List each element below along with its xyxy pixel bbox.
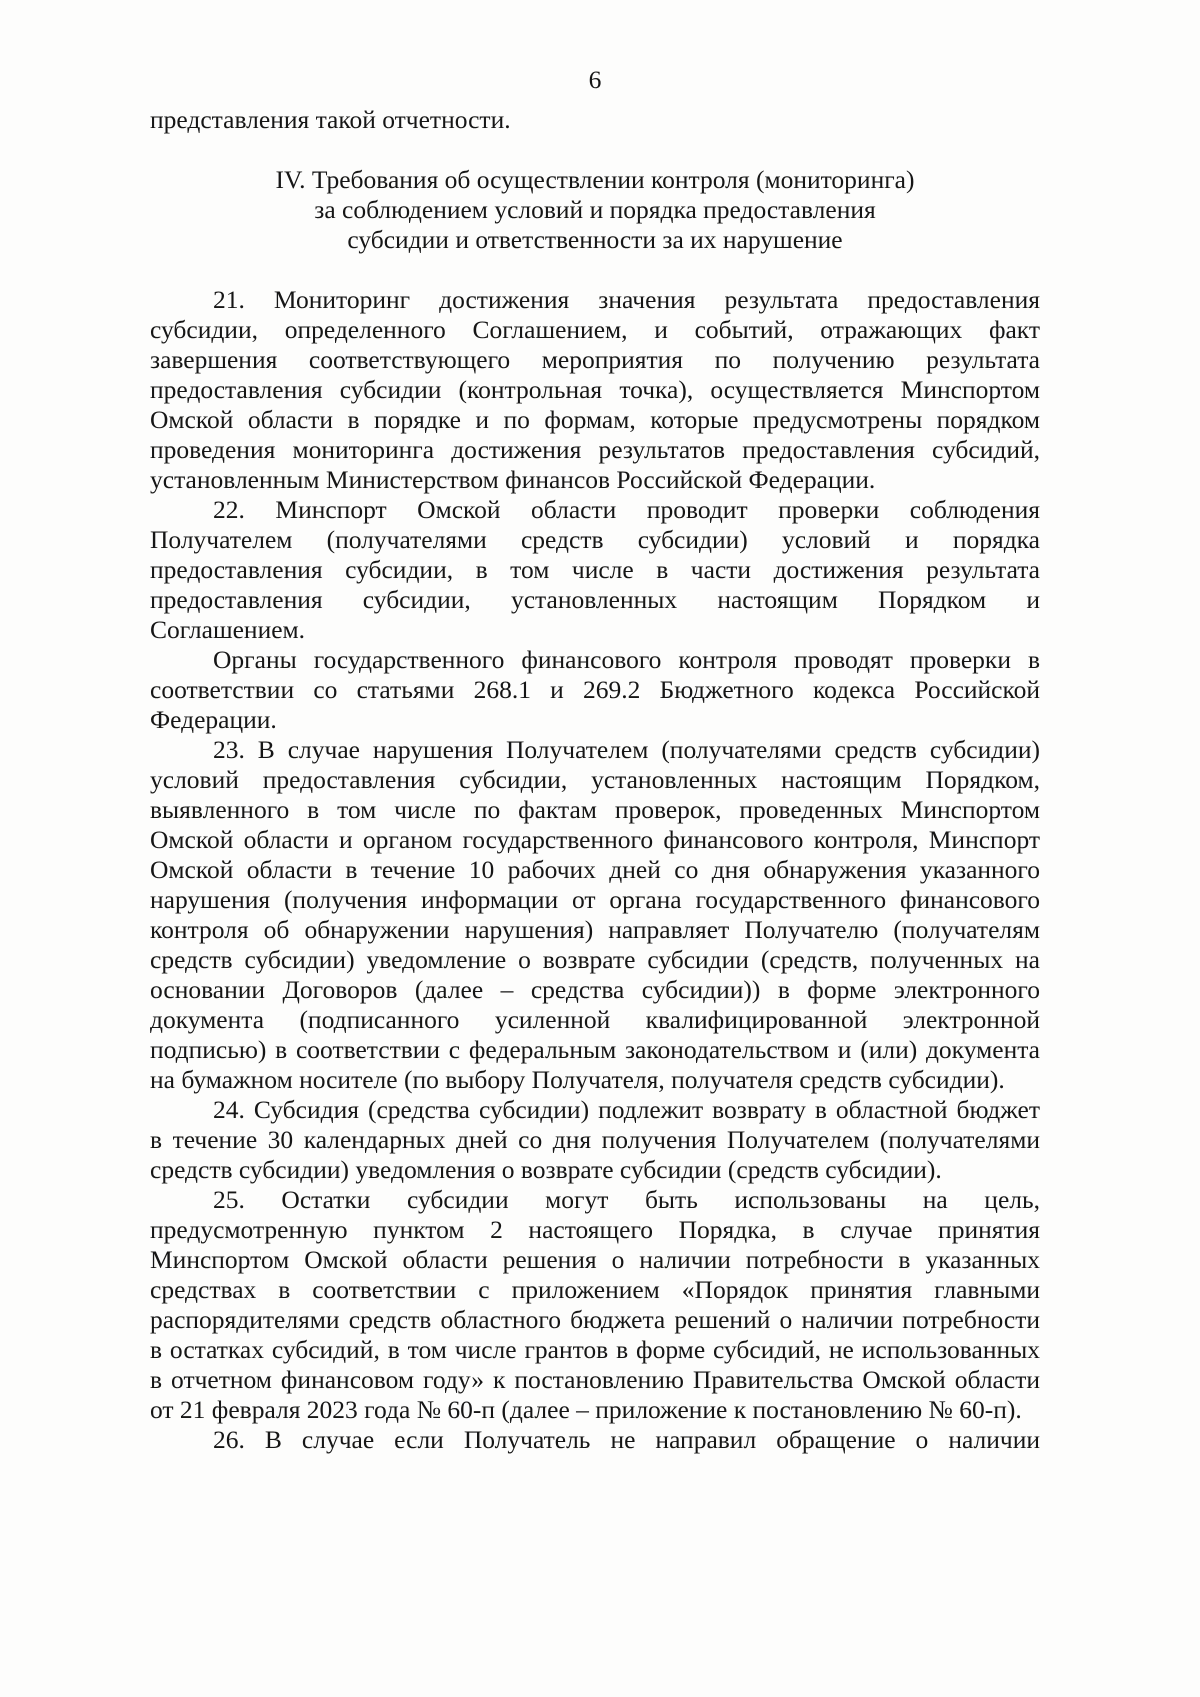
paragraph-22-financial-control [150, 645, 1040, 735]
paragraph-line: предусмотренную пунктом 2 настоящего Порядка, в случае принятия [150, 1215, 1040, 1244]
page-content [150, 105, 1040, 1455]
paragraph-line: предоставления субсидии (контрольная точка), осуществляется Минспортом [150, 375, 1040, 404]
paragraph-23 [150, 735, 1040, 1095]
paragraph-line: установленным Министерством финансов Российской Федерации. [150, 465, 876, 494]
paragraph-line: 21. Мониторинг достижения значения результата предоставления [213, 285, 1040, 314]
paragraph-line: основании Договоров (далее – средства субсидии)) в форме электронного [150, 975, 1040, 1004]
page-number: 6 [588, 65, 602, 94]
paragraph-26 [150, 1425, 1040, 1455]
paragraph-line: 24. Субсидия (средства субсидии) подлежит возврату в областной бюджет [213, 1095, 1040, 1124]
paragraph-line: завершения соответствующего мероприятия по получению результата [150, 345, 1040, 374]
paragraph-line: 26. В случае если Получатель не направил обращение о наличии [213, 1425, 1040, 1454]
paragraph-line: средств субсидии) уведомления о возврате субсидии (средств субсидии). [150, 1155, 942, 1184]
paragraph-line: Получателем (получателями средств субсидии) условий и порядка [150, 525, 1040, 554]
paragraph-line: подписью) в соответствии с федеральным законодательством и (или) документа [150, 1035, 1040, 1064]
blank-line [150, 135, 1040, 165]
paragraph-line: нарушения (получения информации от органа государственного финансового [150, 885, 1040, 914]
paragraph-21 [150, 285, 1040, 495]
section-heading-line: IV. Требования об осуществлении контроля (мониторинга) [275, 165, 915, 194]
paragraph-line: от 21 февраля 2023 года № 60-п (далее – приложение к постановлению № 60-п). [150, 1395, 1022, 1424]
paragraph-line: представления такой отчетности. [150, 105, 511, 134]
paragraph-line: 25. Остатки субсидии могут быть использованы на цель, [213, 1185, 1040, 1214]
section-heading [150, 165, 1040, 255]
paragraph-line: в отчетном финансовом году» к постановлению Правительства Омской области [150, 1365, 1040, 1394]
paragraph-line: контроля об обнаружении нарушения) направляет Получателю (получателям [150, 915, 1040, 944]
paragraph-line: субсидии, определенного Соглашением, и событий, отражающих факт [150, 315, 1040, 344]
paragraph-line: Минспортом Омской области решения о наличии потребности в указанных [150, 1245, 1040, 1274]
paragraph-line: Федерации. [150, 705, 277, 734]
section-heading-line: за соблюдением условий и порядка предоставления [314, 195, 876, 224]
paragraph-line: средствах в соответствии с приложением «Порядок принятия главными [150, 1275, 1040, 1304]
paragraph-line: соответствии со статьями 268.1 и 269.2 Бюджетного кодекса Российской [150, 675, 1040, 704]
paragraph-25 [150, 1185, 1040, 1425]
paragraph-line: Органы государственного финансового контроля проводят проверки в [213, 645, 1040, 674]
paragraph-line: 22. Минспорт Омской области проводит проверки соблюдения [213, 495, 1040, 524]
paragraph-line: в течение 30 календарных дней со дня получения Получателем (получателями [150, 1125, 1040, 1154]
paragraph-line: средств субсидии) уведомление о возврате субсидии (средств, полученных на [150, 945, 1040, 974]
paragraph-line: в остатках субсидий, в том числе грантов в форме субсидий, не использованных [150, 1335, 1040, 1364]
paragraph-line: Соглашением. [150, 615, 306, 644]
paragraph-line: 23. В случае нарушения Получателем (получателями средств субсидии) [213, 735, 1040, 764]
paragraph-line: документа (подписанного усиленной квалифицированной электронной [150, 1005, 1040, 1034]
paragraph-line: Омской области в течение 10 рабочих дней со дня обнаружения указанного [150, 855, 1040, 884]
blank-line [150, 255, 1040, 285]
paragraph-24 [150, 1095, 1040, 1185]
paragraph-22 [150, 495, 1040, 645]
paragraph-line: условий предоставления субсидии, установленных настоящим Порядком, [150, 765, 1040, 794]
paragraph-line: предоставления субсидии, в том числе в части достижения результата [150, 555, 1040, 584]
paragraph-line: предоставления субсидии, установленных настоящим Порядком и [150, 585, 1040, 614]
paragraph-continuation [150, 105, 1040, 135]
section-heading-line: субсидии и ответственности за их нарушение [347, 225, 843, 254]
paragraph-line: выявленного в том числе по фактам проверок, проведенных Минспортом [150, 795, 1040, 824]
paragraph-line: на бумажном носителе (по выбору Получателя, получателя средств субсидии). [150, 1065, 1005, 1094]
paragraph-line: Омской области и органом государственного финансового контроля, Минспорт [150, 825, 1040, 854]
paragraph-line: распорядителями средств областного бюджета решений о наличии потребности [150, 1305, 1040, 1334]
paragraph-line: проведения мониторинга достижения результатов предоставления субсидий, [150, 435, 1040, 464]
paragraph-line: Омской области в порядке и по формам, которые предусмотрены порядком [150, 405, 1040, 434]
